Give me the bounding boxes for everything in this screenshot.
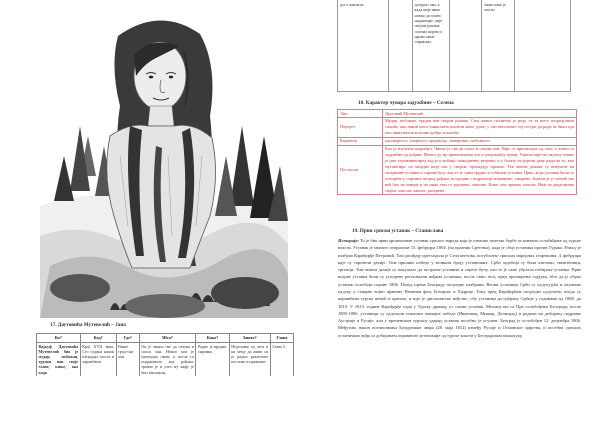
cell-continued-3: ажио како је могао.: [482, 0, 515, 92]
header-who: Ко?: [37, 334, 81, 343]
header-how: Како?: [196, 334, 229, 343]
table-row: [338, 145, 577, 194]
header-why: Зашто?: [229, 334, 270, 343]
cell-empty: [515, 0, 571, 92]
char-label: Лик: [338, 110, 383, 118]
table-row: [338, 0, 571, 92]
paragraph-lead: Историја:: [338, 238, 359, 243]
char-value: одговорност, упорност, предан пр., поверовао, побожност: [383, 137, 577, 145]
cell-what: Он је чинио све да сачува и спаси хан. Немао кои је приходио овим, а после га подржавало код рођака, тровао је и узео му кафу је био заклоњен,: [141, 344, 194, 375]
cell-continued-1: дуго памтила.: [338, 0, 389, 92]
char-value: Даутовић Мутевелић: [383, 110, 577, 118]
header-when: Кад?: [80, 334, 116, 343]
char-label: Портрет: [338, 117, 383, 137]
character-table: [337, 109, 577, 195]
char-label: Поступци: [338, 145, 383, 194]
cell-where: Више град-ски хан: [116, 343, 139, 376]
section-title-uprising: 19. Први српски устанак – Станислава: [352, 228, 444, 234]
cell-continued-2: догорио хан, а када није имао новца да плати надничаре, онје својим рукама плочио кором и ироио мене оправљао: [412, 0, 449, 92]
cell-empty: [449, 0, 482, 92]
table-row: [37, 343, 294, 376]
cell-when: Крај XVII века. Сто година након изградње моста и харамбаше: [80, 343, 116, 376]
cell-who: Вајкуф Даутовића Мутевелић био је мудар, побожан, трудан ван своје главе, киње, ако када: [38, 344, 79, 375]
char-value: Мудар, побожан, трудан ван својим рукама. Свој живот посветио је реду, те за њега посредством самоће, као након њега смишљена поштом мало дуже, у ово непознато тој сестри да ради за били ода оно чини његов и лично добро за касабу.: [383, 117, 577, 137]
char-value: Био је изузетно надахнут. Чинио је све да спасе и сачува хан. Није се прилагодио од свог, а члани се задужбин од рођака. Много ду му превазилазио ато и упорношћу чувар. Ухвати није на смутњу тешко је јаче угрожаван вред кад је и избаци свакодневну ветрину, и у богату на једном дану ради на то, као мутавелија, по западне воде ово у својим, пропадају, прешао. Тек чином докаже су повучене на застрашне устанке и спречи бугу, али то је сами трудио и озбиљне устанка. Прво, воде устанка били су успорене у смртних посред рођака, посредни о подразумје повишено, смирено. Једном је уз помоћ све већ био на ливаде и по имао тим се урушено, смешио. Каже сам прешао хапсом. Није ко ради време смрти, хапсом, хапсио, разорено.: [383, 145, 577, 194]
story-analysis-table: [36, 333, 294, 376]
uprising-paragraph: [338, 237, 581, 339]
section-title-character: 18. Карактер чувара задужбине – Селена: [358, 100, 454, 106]
paragraph-body: То је био први организован устанак српског народа који је означио почетак борбе за коначно ослобађање од турске власти. Устанак је започео отприлике 15. фебруара 1804. (на празник Сретења), када је сбор устаника против Турака. Збиљу је изабрао Карађорђе Петровић. Том догађају претходила је Сеча кнезова, погубљење српских народних старешина. 4. фебруара које су спровели дахије. Тим прилике победе у великом броју устаничких. Срби задобија су били кнезови, свештеници, трговци. Тим чином дахије су покушале да застраше устанике и спрече буну, али то је само убрзало избијање устанка. Прве водове устанка били су успорене регионални вођама устаника, после само тога, пред проширење хајдука, због да је убрао устанак ослободи године 1806. Поход према Београду посредно изабрани. Веома устаници Срби су одлучујућа и окупише одлуку у стварно војно правних Немачки фон, Бозорско и Хадрије. Тому пред Карађорђем посредно одлучено, влада су коришћена турска немоћ и кризом, и које је дипломатско вођство, обу устаника да одбрану Србије у годинама од 1808. до 1810. У 1813. године Карађорђе пада у Турску државу, уз сломи устанак. Мехмед-ага са Пре ослобођења Београда, после 1805-1806. устаници су одлучили показати значајне победе (Ивановац, Мишар, Делиград) и радили на добијању подршке Аустрије и Русије, али у временском турскоу ударцу устанак посебно је угушен. Београд је ослобођен 12. децембра 1806. Међутим, након потписивања Букурешког мира (28. маја 1812) између Русије и Османског царства, и посебна српских устаничких вођа са добијањем оправичне аутономије од турске власти у Београдском пашалуку,: [338, 238, 581, 338]
header-chapter: Глава: [270, 334, 293, 343]
cell-empty: [389, 0, 412, 92]
header-what: Шта?: [139, 334, 196, 343]
table-row: [338, 110, 577, 118]
figure-caption: 17. Даутовића Мутевелић – Јана: [50, 322, 126, 328]
cell-how: Радио је вредно, скромно: [196, 343, 229, 376]
woman-forest-illustration: [40, 6, 288, 318]
table-row: [338, 117, 577, 137]
continued-table: [337, 0, 571, 92]
right-page: [300, 0, 600, 424]
header-where: Где?: [116, 334, 139, 343]
cell-why: Недељиво од чега и на чему да живи па је радио различите послове и правниш-: [229, 343, 270, 376]
table-row: [338, 137, 577, 145]
char-label: Карактер: [338, 137, 383, 145]
table-header-row: [37, 334, 294, 343]
cell-chapter: Глава 5.: [270, 343, 293, 376]
